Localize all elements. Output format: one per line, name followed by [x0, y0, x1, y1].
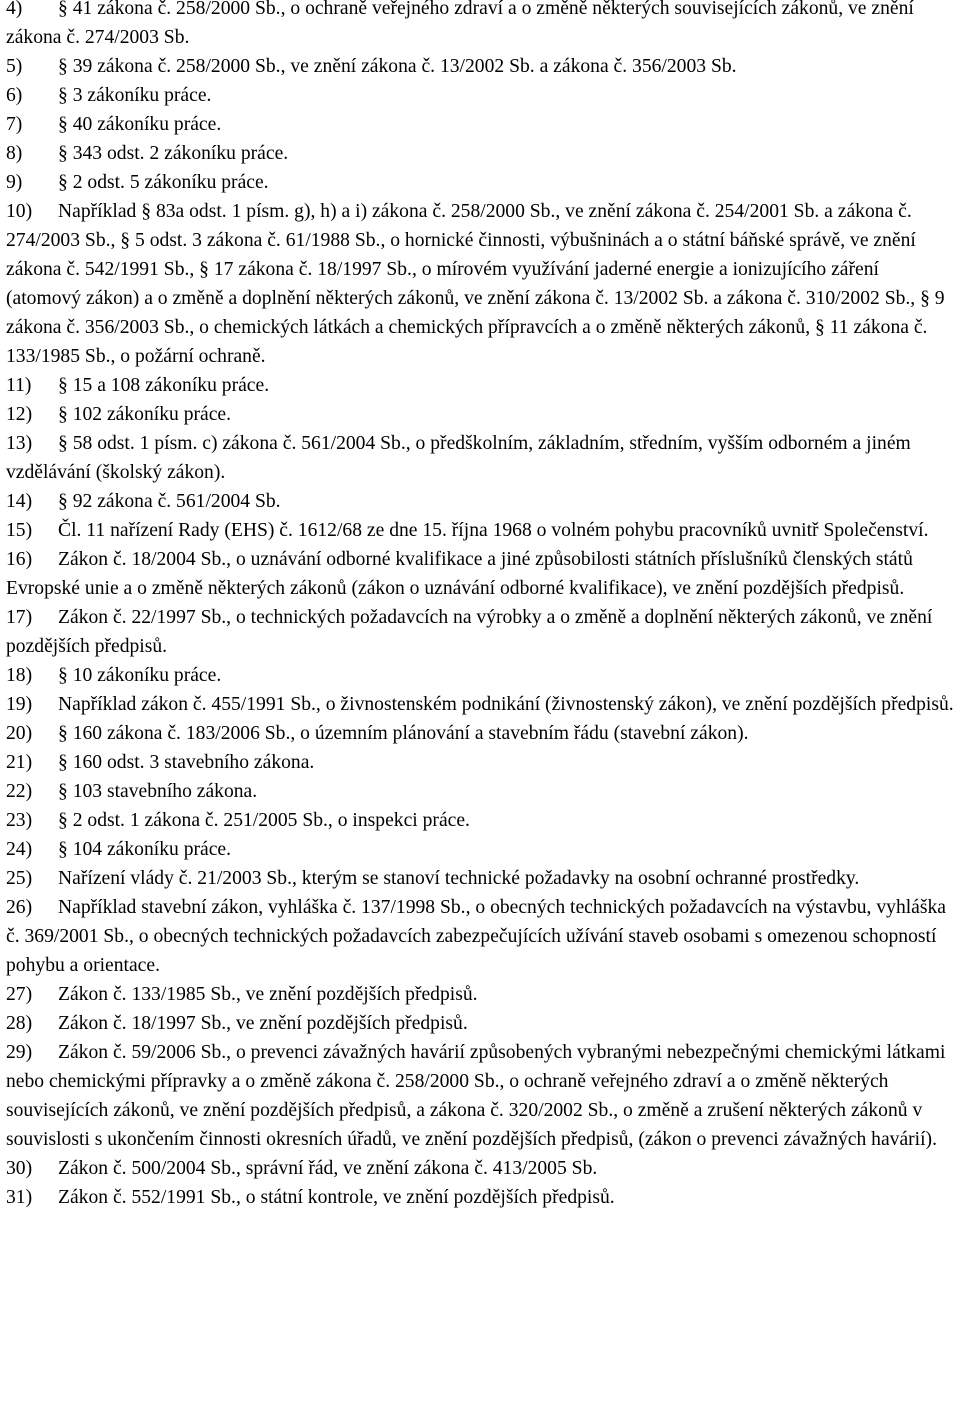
footnote-text: § 3 zákoníku práce. — [58, 85, 212, 106]
footnote-text: Například zákon č. 455/1991 Sb., o živnostenském podnikání (živnostenský zákon), ve znění pozdějších předpisů. — [58, 694, 954, 715]
footnote-24 — [6, 835, 956, 864]
footnote-number: 28) — [6, 1013, 33, 1034]
footnote-23 — [6, 806, 956, 835]
footnote-text: Zákon č. 22/1997 Sb., o technických požadavcích na výrobky a o změně a doplnění některých zákonů, ve znění pozdějších předpisů. — [6, 607, 933, 657]
footnote-18 — [6, 661, 956, 690]
footnote-number: 24) — [6, 839, 33, 860]
footnote-28 — [6, 1009, 956, 1038]
footnote-text: § 40 zákoníku práce. — [58, 114, 222, 135]
footnote-number: 13) — [6, 433, 33, 454]
footnote-text: § 160 odst. 3 stavebního zákona. — [58, 752, 315, 773]
footnote-text: Zákon č. 18/1997 Sb., ve znění pozdějších předpisů. — [58, 1013, 468, 1034]
footnote-31 — [6, 1183, 956, 1212]
footnote-text: Zákon č. 18/2004 Sb., o uznávání odborné kvalifikace a jiné způsobilosti státních příslušníků členských států Evropské unie a o změně některých zákonů (zákon o uznávání odborné kvalifikace), ve znění pozdějších předpisů. — [6, 549, 913, 599]
footnote-number: 20) — [6, 723, 33, 744]
footnote-22 — [6, 777, 956, 806]
footnote-text: Zákon č. 59/2006 Sb., o prevenci závažných havárií způsobených vybranými nebezpečnými chemickými látkami nebo chemickými přípravky a o změně zákona č. 258/2000 Sb., o ochraně veřejného zdraví a o změně některých souvisejících zákonů, ve znění pozdějších předpisů, a zákona č. 320/2002 Sb., o změně a zrušení některých zákonů v souvislosti s ukončením činnosti okresních úřadů, ve znění pozdějších předpisů, (zákon o prevenci závažných havárií). — [6, 1042, 946, 1150]
footnote-number: 19) — [6, 694, 33, 715]
footnote-26 — [6, 893, 956, 980]
footnote-number: 9) — [6, 172, 23, 193]
footnote-8 — [6, 139, 956, 168]
footnote-number: 17) — [6, 607, 33, 628]
footnote-number: 5) — [6, 56, 23, 77]
footnote-number: 23) — [6, 810, 33, 831]
footnote-21 — [6, 748, 956, 777]
footnote-14 — [6, 487, 956, 516]
footnote-number: 8) — [6, 143, 23, 164]
footnote-text: Například stavební zákon, vyhláška č. 137/1998 Sb., o obecných technických požadavcích na výstavbu, vyhláška č. 369/2001 Sb., o obecných technických požadavcích zabezpečujících užívání staveb osobami s omezenou schopností pohybu a orientace. — [6, 897, 946, 976]
footnote-text: Zákon č. 133/1985 Sb., ve znění pozdějších předpisů. — [58, 984, 478, 1005]
footnote-19 — [6, 690, 956, 719]
footnote-number: 10) — [6, 201, 33, 222]
footnote-number: 11) — [6, 375, 32, 396]
footnote-number: 29) — [6, 1042, 33, 1063]
footnote-27 — [6, 980, 956, 1009]
footnote-25 — [6, 864, 956, 893]
footnote-text: Čl. 11 nařízení Rady (EHS) č. 1612/68 ze dne 15. října 1968 o volném pohybu pracovníků uvnitř Společenství. — [58, 520, 929, 541]
footnote-text: § 2 odst. 1 zákona č. 251/2005 Sb., o inspekci práce. — [58, 810, 470, 831]
footnote-text: § 58 odst. 1 písm. c) zákona č. 561/2004 Sb., o předškolním, základním, středním, vyšším odborném a jiném vzdělávání (školský zákon). — [6, 433, 911, 483]
footnote-17 — [6, 603, 956, 661]
footnote-number: 26) — [6, 897, 33, 918]
footnote-number: 14) — [6, 491, 33, 512]
footnote-number: 4) — [6, 0, 23, 19]
footnote-number: 27) — [6, 984, 33, 1005]
footnote-text: § 41 zákona č. 258/2000 Sb., o ochraně veřejného zdraví a o změně některých souvisejících zákonů, ve znění zákona č. 274/2003 Sb. — [6, 0, 914, 48]
footnote-text: Nařízení vlády č. 21/2003 Sb., kterým se stanoví technické požadavky na osobní ochranné prostředky. — [58, 868, 860, 889]
footnote-text: § 102 zákoníku práce. — [58, 404, 232, 425]
footnote-number: 22) — [6, 781, 33, 802]
footnotes-page — [6, 0, 956, 1212]
footnote-11 — [6, 371, 956, 400]
footnote-text: § 92 zákona č. 561/2004 Sb. — [58, 491, 281, 512]
footnote-4 — [6, 0, 956, 52]
footnote-text: § 15 a 108 zákoníku práce. — [58, 375, 270, 396]
footnote-number: 6) — [6, 85, 23, 106]
footnote-16 — [6, 545, 956, 603]
footnote-number: 16) — [6, 549, 33, 570]
footnote-number: 31) — [6, 1187, 33, 1208]
footnote-5 — [6, 52, 956, 81]
footnote-9 — [6, 168, 956, 197]
footnote-12 — [6, 400, 956, 429]
footnote-29 — [6, 1038, 956, 1154]
footnote-text: § 160 zákona č. 183/2006 Sb., o územním plánování a stavebním řádu (stavební zákon). — [58, 723, 749, 744]
footnote-text: § 104 zákoníku práce. — [58, 839, 232, 860]
footnote-6 — [6, 81, 956, 110]
footnote-text: Zákon č. 552/1991 Sb., o státní kontrole, ve znění pozdějších předpisů. — [58, 1187, 615, 1208]
footnote-number: 18) — [6, 665, 33, 686]
footnote-text: Například § 83a odst. 1 písm. g), h) a i) zákona č. 258/2000 Sb., ve znění zákona č. 254/2001 Sb. a zákona č. 274/2003 Sb., § 5 odst. 3 zákona č. 61/1988 Sb., o hornické činnosti, výbušninách a o státní báňské správě, ve znění zákona č. 542/1991 Sb., § 17 zákona č. 18/1997 Sb., o mírovém využívání jaderné energie a ionizujícího záření (atomový zákon) a o změně a doplnění některých zákonů, ve znění zákona č. 13/2002 Sb. a zákona č. 310/2002 Sb., § 9 zákona č. 356/2003 Sb., o chemických látkách a chemických přípravcích a o změně některých zákonů, § 11 zákona č. 133/1985 Sb., o požární ochraně. — [6, 201, 945, 367]
footnote-number: 25) — [6, 868, 33, 889]
footnote-text: § 2 odst. 5 zákoníku práce. — [58, 172, 269, 193]
footnote-text: § 343 odst. 2 zákoníku práce. — [58, 143, 289, 164]
footnote-7 — [6, 110, 956, 139]
footnote-number: 12) — [6, 404, 33, 425]
footnote-text: § 103 stavebního zákona. — [58, 781, 258, 802]
footnote-text: § 39 zákona č. 258/2000 Sb., ve znění zákona č. 13/2002 Sb. a zákona č. 356/2003 Sb. — [58, 56, 737, 77]
footnote-10 — [6, 197, 956, 371]
footnote-number: 7) — [6, 114, 23, 135]
footnote-number: 21) — [6, 752, 33, 773]
footnote-text: Zákon č. 500/2004 Sb., správní řád, ve znění zákona č. 413/2005 Sb. — [58, 1158, 598, 1179]
footnote-number: 30) — [6, 1158, 33, 1179]
footnote-30 — [6, 1154, 956, 1183]
footnote-20 — [6, 719, 956, 748]
footnote-text: § 10 zákoníku práce. — [58, 665, 222, 686]
footnote-number: 15) — [6, 520, 33, 541]
footnote-13 — [6, 429, 956, 487]
footnote-15 — [6, 516, 956, 545]
